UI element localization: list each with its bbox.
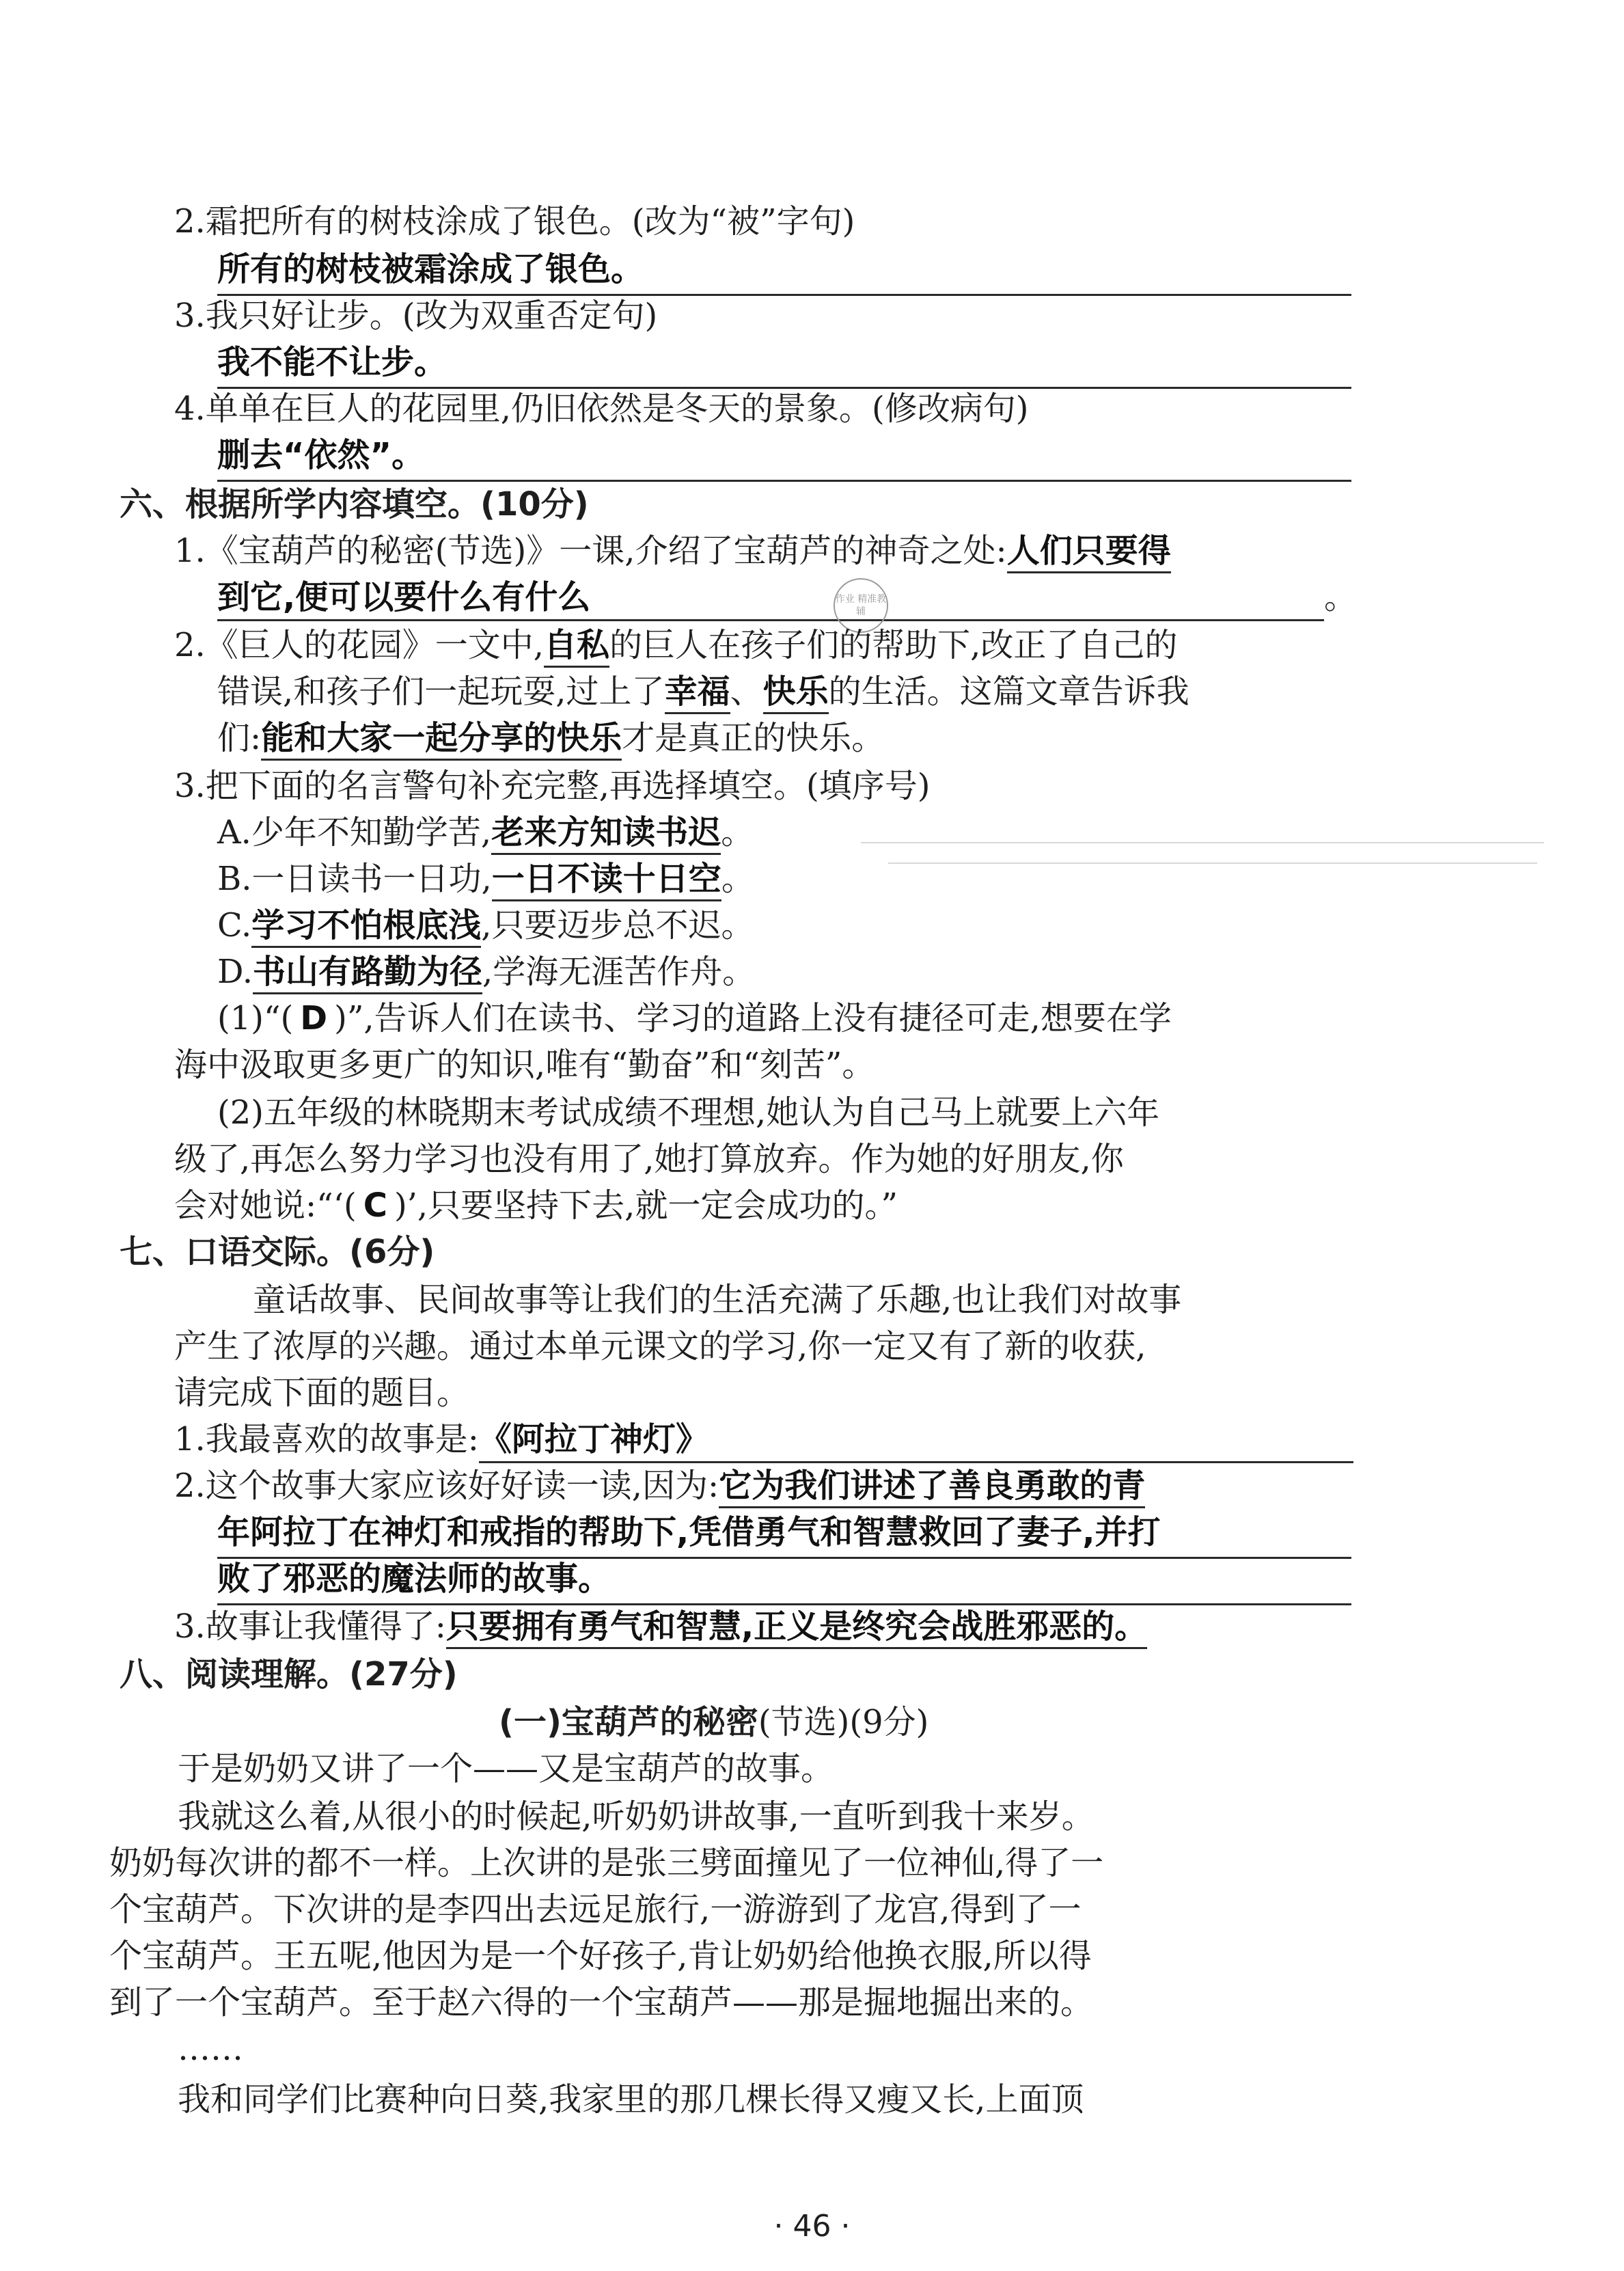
q6-3-sub2-line1: (2)五年级的林晓期末考试成绩不理想,她认为自己马上就要上六年 <box>217 1093 1160 1132</box>
passage-p1: 于是奶奶又讲了一个——又是宝葫芦的故事。 <box>178 1750 834 1788</box>
passage-p2-line2: 奶奶每次讲的都不一样。上次讲的是张三劈面撞见了一位神仙,得了一 <box>109 1844 1104 1882</box>
passage-p2-line4: 个宝葫芦。王五呢,他因为是一个好孩子,肯让奶奶给他换衣服,所以得 <box>109 1937 1092 1975</box>
q6-3-option-b: B.一日读书一日功,一日不读十日空。 <box>217 857 754 903</box>
q6-3-option-a: A.少年不知勤学苦,老来方知读书迟。 <box>217 811 754 857</box>
q6-3-sub2-line2: 级了,再怎么努力学习也没有用了,她打算放弃。作为她的好朋友,你 <box>174 1140 1124 1178</box>
q6-2-line1: 2.《巨人的花园》一文中,自私的巨人在孩子们的帮助下,改正了自己的 <box>174 623 1177 670</box>
q7-1-line: 1.我最喜欢的故事是:《阿拉丁神灯》 <box>174 1417 1353 1464</box>
passage-ellipsis: …… <box>178 2030 243 2068</box>
q6-2-line3: 们:能和大家一起分享的快乐才是真正的快乐。 <box>217 716 884 763</box>
q5-4-answer: 删去“依然”。 <box>217 433 1351 482</box>
q5-3-prompt: 3.我只好让步。(改为双重否定句) <box>174 297 658 335</box>
section-7-intro-line1: 童话故事、民间故事等让我们的生活充满了乐趣,也让我们对故事 <box>253 1281 1182 1319</box>
q7-2-line1: 2.这个故事大家应该好好读一读,因为:它为我们讲述了善良勇敢的青 <box>174 1464 1145 1510</box>
q6-3-sub1-line1: (1)“( D )”,告诉人们在读书、学习的道路上没有捷径可走,想要在学 <box>217 999 1172 1037</box>
q6-3-sub2-line3: 会对她说:“‘( C )’,只要坚持下去,就一定会成功的。” <box>174 1186 898 1225</box>
q6-2-answer-2: 幸福 <box>665 672 730 714</box>
q5-2-prompt: 2.霜把所有的树枝涂成了银色。(改为“被”字句) <box>174 202 855 241</box>
q6-2-line2: 错误,和孩子们一起玩耍,过上了幸福、快乐的生活。这篇文章告诉我 <box>217 670 1189 716</box>
scan-smudge <box>888 862 1537 864</box>
q6-3-option-c: C.学习不怕根底浅,只要迈步总不迟。 <box>217 903 754 950</box>
passage-p2-line5: 到了一个宝葫芦。至于赵六得的一个宝葫芦——那是掘地掘出来的。 <box>109 1983 1094 2022</box>
q7-2-answer-c: 败了邪恶的魔法师的故事。 <box>217 1557 1351 1605</box>
q7-3-answer: 只要拥有勇气和智慧,正义是终究会战胜邪恶的。 <box>446 1607 1147 1649</box>
q7-3-line: 3.故事让我懂得了:只要拥有勇气和智慧,正义是终究会战胜邪恶的。 <box>174 1605 1147 1651</box>
passage-p2-line1: 我就这么着,从很小的时候起,听奶奶讲故事,一直听到我十来岁。 <box>178 1797 1095 1836</box>
section-8-title: 八、阅读理解。(27分) <box>120 1655 458 1694</box>
page-number: · 46 · <box>773 2209 851 2244</box>
reading-passage-title: (一)宝葫芦的秘密(节选)(9分) <box>499 1703 929 1741</box>
q6-3-prompt: 3.把下面的名言警句补充完整,再选择填空。(填序号) <box>174 767 931 805</box>
q6-1-answer-b: 到它,便可以要什么有什么 <box>217 575 1324 621</box>
q7-2-answer-a: 它为我们讲述了善良勇敢的青 <box>719 1467 1145 1508</box>
section-7-title: 七、口语交际。(6分) <box>120 1233 435 1271</box>
q6-3-sub2-answer: C <box>363 1186 387 1225</box>
section-7-intro-line3: 请完成下面的题目。 <box>174 1374 470 1412</box>
q6-2-answer-3: 快乐 <box>763 672 829 714</box>
q6-1-line2: 到它,便可以要什么有什么 。 <box>217 575 1351 622</box>
scan-smudge <box>861 842 1544 843</box>
q6-3-option-d: D.书山有路勤为径,学海无涯苦作舟。 <box>217 950 755 996</box>
q5-2-answer: 所有的树枝被霜涂成了银色。 <box>217 247 1351 296</box>
q7-1-answer: 《阿拉丁神灯》 <box>479 1417 1353 1463</box>
q6-1-line1: 1.《宝葫芦的秘密(节选)》一课,介绍了宝葫芦的神奇之处:人们只要得 <box>174 529 1171 575</box>
passage-p3: 我和同学们比赛种向日葵,我家里的那几棵长得又瘦又长,上面顶 <box>178 2080 1084 2119</box>
q6-3-sub1-answer: D <box>300 999 328 1037</box>
q6-3-sub1-line2: 海中汲取更多更广的知识,唯有“勤奋”和“刻苦”。 <box>174 1046 875 1084</box>
q5-4-prompt: 4.单单在巨人的花园里,仍旧依然是冬天的景象。(修改病句) <box>174 390 1029 428</box>
q6-2-answer-1: 自私 <box>544 626 609 668</box>
publisher-stamp: 作业 精准教辅 <box>834 578 888 633</box>
q6-2-answer-4: 能和大家一起分享的快乐 <box>261 719 622 761</box>
section-6-title: 六、根据所学内容填空。(10分) <box>120 485 589 523</box>
q7-2-answer-b: 年阿拉丁在神灯和戒指的帮助下,凭借勇气和智慧救回了妻子,并打 <box>217 1510 1351 1559</box>
q6-1-answer-a: 人们只要得 <box>1007 532 1171 573</box>
q5-3-answer: 我不能不让步。 <box>217 340 1351 389</box>
passage-p2-line3: 个宝葫芦。下次讲的是李四出去远足旅行,一游游到了龙宫,得到了一 <box>109 1890 1082 1929</box>
section-7-intro-line2: 产生了浓厚的兴趣。通过本单元课文的学习,你一定又有了新的收获, <box>174 1327 1146 1365</box>
